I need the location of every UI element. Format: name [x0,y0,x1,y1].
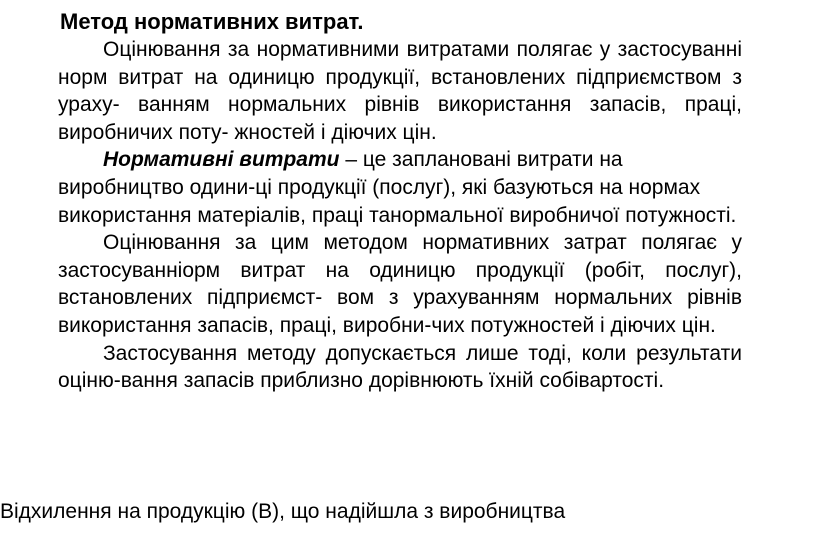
paragraph-method-valuation: Оцінювання за цим методом нормативних затрат полягає у застосуванніорм витрат на одиницю продукції (робіт, послуг), встановлених підприємст- вом з урахуванням нормальних рівнів використання запасів, праці, виробни-чих потужностей і діючих цін. [58,231,742,337]
paragraph-standard-costs-definition [58,146,742,229]
term-standard-costs: Нормативні витрати [103,148,340,172]
definition-text: – це заплановані витрати на виробництво одини-ці продукції (послуг), які базуються на нормах використання матеріалів, праці танормальної виробничої потужності. [58,148,737,227]
paragraph-standard-cost-valuation: Оцінювання за нормативними витратами полягає у застосуванні норм витрат на одиницю продукції, встановлених підприємством з ураху- ванням нормальних рівнів використання запасів, праці, виробничих поту- жностей і діючих цін. [58,38,742,144]
deviation-line: Відхилення на продукцію (В), що надійшла з виробництва [0,500,566,523]
paragraph-method-application: Застосування методу допускається лише тоді, коли результати оціню-вання запасів приблизно дорівнюють їхній собівартості. [58,341,742,393]
heading: Метод нормативних витрат. [60,9,364,34]
body-text [58,36,742,395]
